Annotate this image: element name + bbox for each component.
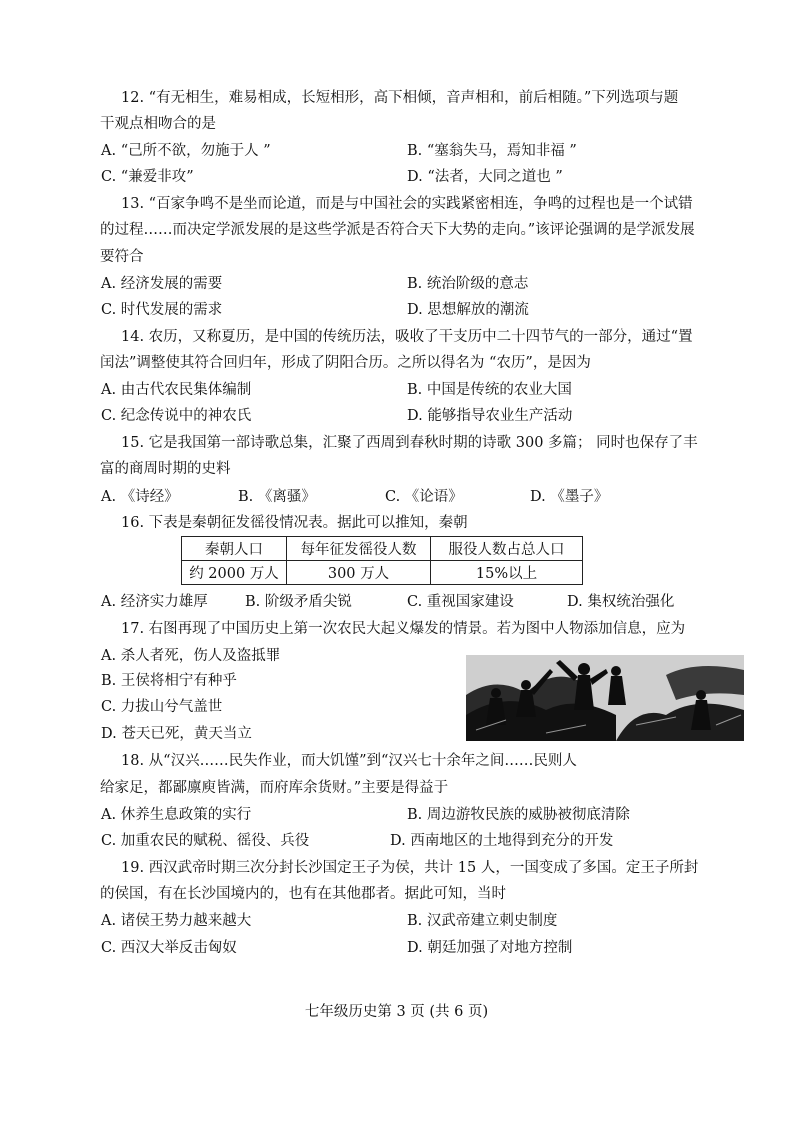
q15-option-c[interactable]: C. 《论语》 xyxy=(385,489,463,505)
q17-option-b[interactable]: B. 王侯将相宁有种乎 xyxy=(101,673,237,689)
q19-stem-line-1: 19. 西汉武帝时期三次分封长沙国定王子为侯，共计 15 人，一国变成了多国。定王子所封 xyxy=(121,860,699,876)
table-cell-ratio: 15%以上 xyxy=(431,561,583,585)
q17-option-d[interactable]: D. 苍天已死，黄天当立 xyxy=(101,726,252,742)
q13-option-a[interactable]: A. 经济发展的需要 xyxy=(101,276,223,292)
q12-option-d[interactable]: D. “法者，大同之道也 ” xyxy=(407,169,563,185)
table-row xyxy=(182,561,583,585)
q12-stem-line-1: 12. “有无相生，难易相成，长短相形，高下相倾，音声相和，前后相随。”下列选项与题 xyxy=(121,90,679,106)
q13-option-d[interactable]: D. 思想解放的潮流 xyxy=(407,302,529,318)
q12-option-c[interactable]: C. “兼爱非攻” xyxy=(101,169,194,185)
q18-stem-line-2: 给家足，都鄙廪庾皆满，而府库余货财。”主要是得益于 xyxy=(100,780,449,796)
page-footer: 七年级历史第 3 页 (共 6 页) xyxy=(304,1004,489,1020)
table-cell-conscripts: 300 万人 xyxy=(287,561,431,585)
q13-stem-line-3: 要符合 xyxy=(100,249,144,265)
q13-stem-line-2: 的过程……而决定学派发展的是这些学派是否符合天下大势的走向。”该评论强调的是学派发展 xyxy=(100,222,695,238)
q14-option-b[interactable]: B. 中国是传统的农业大国 xyxy=(407,382,572,398)
q17-option-a[interactable]: A. 杀人者死，伤人及盗抵罪 xyxy=(101,648,281,664)
q15-stem-line-1: 15. 它是我国第一部诗歌总集，汇聚了西周到春秋时期的诗歌 300 多篇； 同时也保存了丰 xyxy=(121,435,698,451)
q19-option-b[interactable]: B. 汉武帝建立刺史制度 xyxy=(407,913,558,929)
q12-option-b[interactable]: B. “塞翁失马，焉知非福 ” xyxy=(407,143,577,159)
q16-option-a[interactable]: A. 经济实力雄厚 xyxy=(101,594,208,610)
q18-stem-line-1: 18. 从“汉兴……民失作业，而大饥馑”到“汉兴七十余年之间……民则人 xyxy=(121,753,577,769)
q14-option-a[interactable]: A. 由古代农民集体编制 xyxy=(101,382,252,398)
q18-option-b[interactable]: B. 周边游牧民族的威胁被彻底清除 xyxy=(407,807,630,823)
q17-option-c[interactable]: C. 力拔山兮气盖世 xyxy=(101,699,223,715)
q16-option-c[interactable]: C. 重视国家建设 xyxy=(407,594,514,610)
q16-option-d[interactable]: D. 集权统治强化 xyxy=(567,594,675,610)
q15-stem-line-2: 富的商周时期的史料 xyxy=(100,461,231,477)
q19-option-a[interactable]: A. 诸侯王势力越来越大 xyxy=(101,913,252,929)
q19-stem-line-2: 的侯国，有在长沙国境内的，也有在其他郡者。据此可知，当时 xyxy=(100,886,506,902)
q14-stem-line-2: 闰法”调整使其符合回归年，形成了阴阳合历。之所以得名为 “农历”，是因为 xyxy=(100,355,591,371)
q18-option-d[interactable]: D. 西南地区的土地得到充分的开发 xyxy=(390,833,614,849)
q13-stem-line-1: 13. “百家争鸣不是坐而论道，而是与中国社会的实践紧密相连，争鸣的过程也是一个试错 xyxy=(121,196,693,212)
q15-option-d[interactable]: D. 《墨子》 xyxy=(530,489,609,505)
q16-stem-line-1: 16. 下表是秦朝征发徭役情况表。据此可以推知，秦朝 xyxy=(121,515,468,531)
table-header-row xyxy=(182,537,583,561)
table-header-ratio: 服役人数占总人口 xyxy=(431,537,583,561)
q18-option-a[interactable]: A. 休养生息政策的实行 xyxy=(101,807,252,823)
table-cell-population: 约 2000 万人 xyxy=(182,561,287,585)
q13-option-c[interactable]: C. 时代发展的需求 xyxy=(101,302,223,318)
table-header-conscripts: 每年征发徭役人数 xyxy=(287,537,431,561)
uprising-illustration-drawing xyxy=(466,655,744,741)
q14-option-c[interactable]: C. 纪念传说中的神农氏 xyxy=(101,408,252,424)
q12-stem-line-2: 干观点相吻合的是 xyxy=(100,116,216,132)
q15-option-a[interactable]: A. 《诗经》 xyxy=(101,489,179,505)
q14-stem-line-1: 14. 农历，又称夏历，是中国的传统历法，吸收了干支历中二十四节气的一部分，通过“置 xyxy=(121,329,693,345)
q15-option-b[interactable]: B. 《离骚》 xyxy=(238,489,316,505)
q16-option-b[interactable]: B. 阶级矛盾尖锐 xyxy=(245,594,352,610)
uprising-illustration xyxy=(466,655,744,741)
corvee-table xyxy=(181,536,583,585)
q19-option-d[interactable]: D. 朝廷加强了对地方控制 xyxy=(407,940,573,956)
table-header-population: 秦朝人口 xyxy=(182,537,287,561)
q14-option-d[interactable]: D. 能够指导农业生产活动 xyxy=(407,408,573,424)
q17-stem-line-1: 17. 右图再现了中国历史上第一次农民大起义爆发的情景。若为图中人物添加信息，应为 xyxy=(121,621,686,637)
q13-option-b[interactable]: B. 统治阶级的意志 xyxy=(407,276,529,292)
q18-option-c[interactable]: C. 加重农民的赋税、徭役、兵役 xyxy=(101,833,310,849)
q12-option-a[interactable]: A. “己所不欲，勿施于人 ” xyxy=(101,143,271,159)
q19-option-c[interactable]: C. 西汉大举反击匈奴 xyxy=(101,940,237,956)
